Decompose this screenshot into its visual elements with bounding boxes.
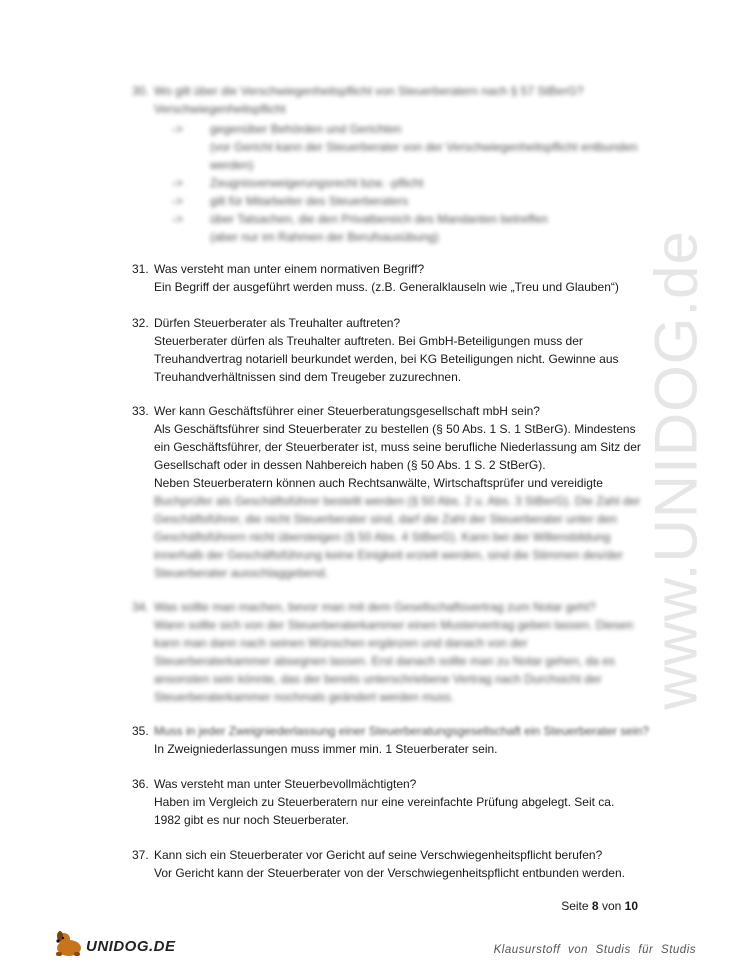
answer-text: Vor Gericht kann der Steuerberater von der Verschwiegenheitspflicht entbunden werden.: [154, 866, 625, 880]
question-text: Muss in jeder Zweigniederlassung einer Steuerberatungsgesellschaft ein Steuerberater sein?: [154, 724, 649, 738]
question-text: Was versteht man unter einem normativen Begriff?: [154, 262, 425, 276]
answer-item-text: gegenüber Behörden und Gerichten: [210, 122, 402, 136]
answer-text: Ein Begriff der ausgeführt werden muss. (z.B. Generalklauseln wie „Treu und Glauben“): [154, 280, 619, 294]
answer-item: [172, 174, 642, 192]
answer-item: [172, 210, 642, 246]
answer-text: Als Geschäftsführer sind Steuerberater zu bestellen (§ 50 Abs. 1 S. 1 StBerG). Mindestens ein Geschäftsführer, der Steuerberater ist, muss seine berufliche Niederlassung am Sitz der Gesellschaft oder in dessen Nahbereich haben (§ 50 Abs. 1 S. 2 StBerG).: [154, 422, 641, 472]
question-number: 32.: [132, 316, 149, 330]
logo-text: UNIDOG.DE: [86, 938, 176, 955]
unidog-logo: [52, 930, 176, 958]
question-32: [132, 314, 642, 386]
answer-item-text: gilt für Mitarbeiter des Steuerberaters: [210, 194, 409, 208]
question-number: 33.: [132, 404, 149, 418]
answer-text: Steuerberater dürfen als Treuhalter auftreten. Bei GmbH-Beteiligungen muss der Treuhandvertrag notariell beurkundet werden, bei KG Beteiligungen nicht. Gewinne aus Treuhandverhältnissen sind dem Treugeber zuzurechnen.: [154, 334, 619, 384]
question-text: Dürfen Steuerberater als Treuhalter auftreten?: [154, 316, 401, 330]
answer-intro: Verschwiegenheitspflicht: [154, 102, 286, 116]
question-number: 36.: [132, 777, 149, 791]
answer-text: In Zweigniederlassungen muss immer min. 1 Steuerberater sein.: [154, 742, 498, 756]
question-37: [132, 846, 642, 882]
question-number: 30.: [132, 84, 149, 98]
question-text: Wo gilt über die Verschwiegenheitspflicht von Steuerberatern nach § 57 StBerG?: [154, 84, 584, 98]
question-text: Kann sich ein Steuerberater vor Gericht auf seine Verschwiegenheitspflicht berufen?: [154, 848, 603, 862]
page-of-label: von: [601, 899, 622, 913]
answer-text: Haben im Vergleich zu Steuerberatern nur eine vereinfachte Prüfung abgelegt. Seit ca. 1982 gibt es nur noch Steuerberater.: [154, 795, 615, 827]
arrow-icon: ->: [172, 176, 184, 190]
answer-text: Neben Steuerberatern können auch Rechtsanwälte, Wirtschaftsprüfer und vereidigte: [154, 476, 603, 490]
page-number: [561, 899, 638, 913]
question-36: [132, 775, 642, 829]
answer-item: [172, 120, 642, 174]
question-35: [132, 722, 649, 758]
question-number: 37.: [132, 848, 149, 862]
question-31: [132, 260, 642, 296]
watermark: www.UNIDOG.de: [642, 230, 710, 710]
tagline: Klausurstoff von Studis für Studis: [493, 944, 696, 956]
dog-icon: [52, 930, 86, 958]
answer-item-text: über Tatsachen, die den Privatbereich des Mandanten betreffen: [210, 212, 548, 226]
answer-item: [172, 192, 642, 210]
answer-item-subtext: (vor Gericht kann der Steuerberater von der Verschwiegenheitspflicht entbunden werden): [210, 140, 638, 172]
question-text: Was versteht man unter Steuerbevollmächtigten?: [154, 777, 417, 791]
answer-text-blurred: Buchprüfer als Geschäftsführer bestellt werden (§ 50 Abs. 2 u. Abs. 3 StBerG). Die Zahl der Geschäftsführer, die nicht Steuerberater sind, darf die Zahl der Steuerberater unter den Geschäftsführern nicht übersteigen (§ 50 Abs. 4 StBerG). Kann bei der Willensbildung innerhalb der Geschäftsführung keine Einigkeit erzielt werden, sind die Stimmen des/der Steuerberater ausschlaggebend.: [154, 494, 641, 580]
answer-item-text: Zeugnisverweigerungsrecht bzw. -pflicht: [210, 176, 424, 190]
question-number: 35.: [132, 724, 149, 738]
current-page: 8: [591, 899, 599, 913]
question-text: Wer kann Geschäftsführer einer Steuerberatungsgesellschaft mbH sein?: [154, 404, 540, 418]
question-33: [132, 402, 642, 582]
page-label: Seite: [561, 899, 589, 913]
question-number: 34.: [132, 600, 149, 614]
arrow-icon: ->: [172, 194, 184, 208]
total-pages: 10: [624, 899, 638, 913]
question-34: [132, 598, 642, 706]
arrow-icon: ->: [172, 212, 184, 226]
question-text: Was sollte man machen, bevor man mit dem Gesellschaftsvertrag zum Notar geht?: [154, 600, 596, 614]
question-30: [132, 82, 642, 246]
arrow-icon: ->: [172, 122, 184, 136]
answer-item-subtext: (aber nur im Rahmen der Berufsausübung): [210, 230, 439, 244]
question-number: 31.: [132, 262, 149, 276]
answer-text: Wann sollte sich von der Steuerberaterkammer einen Mustervertrag geben lassen. Diesen kann man dann nach seinen Wünschen ergänzen und danach von der Steuerberaterkammer absegnen lassen. Erst danach sollte man zu Notar gehen, da es ansonsten sein könnte, das der bereits unterschriebene Vertrag nach Durchsicht der Steuerberaterkammer nochmals geändert werden muss.: [154, 618, 634, 704]
